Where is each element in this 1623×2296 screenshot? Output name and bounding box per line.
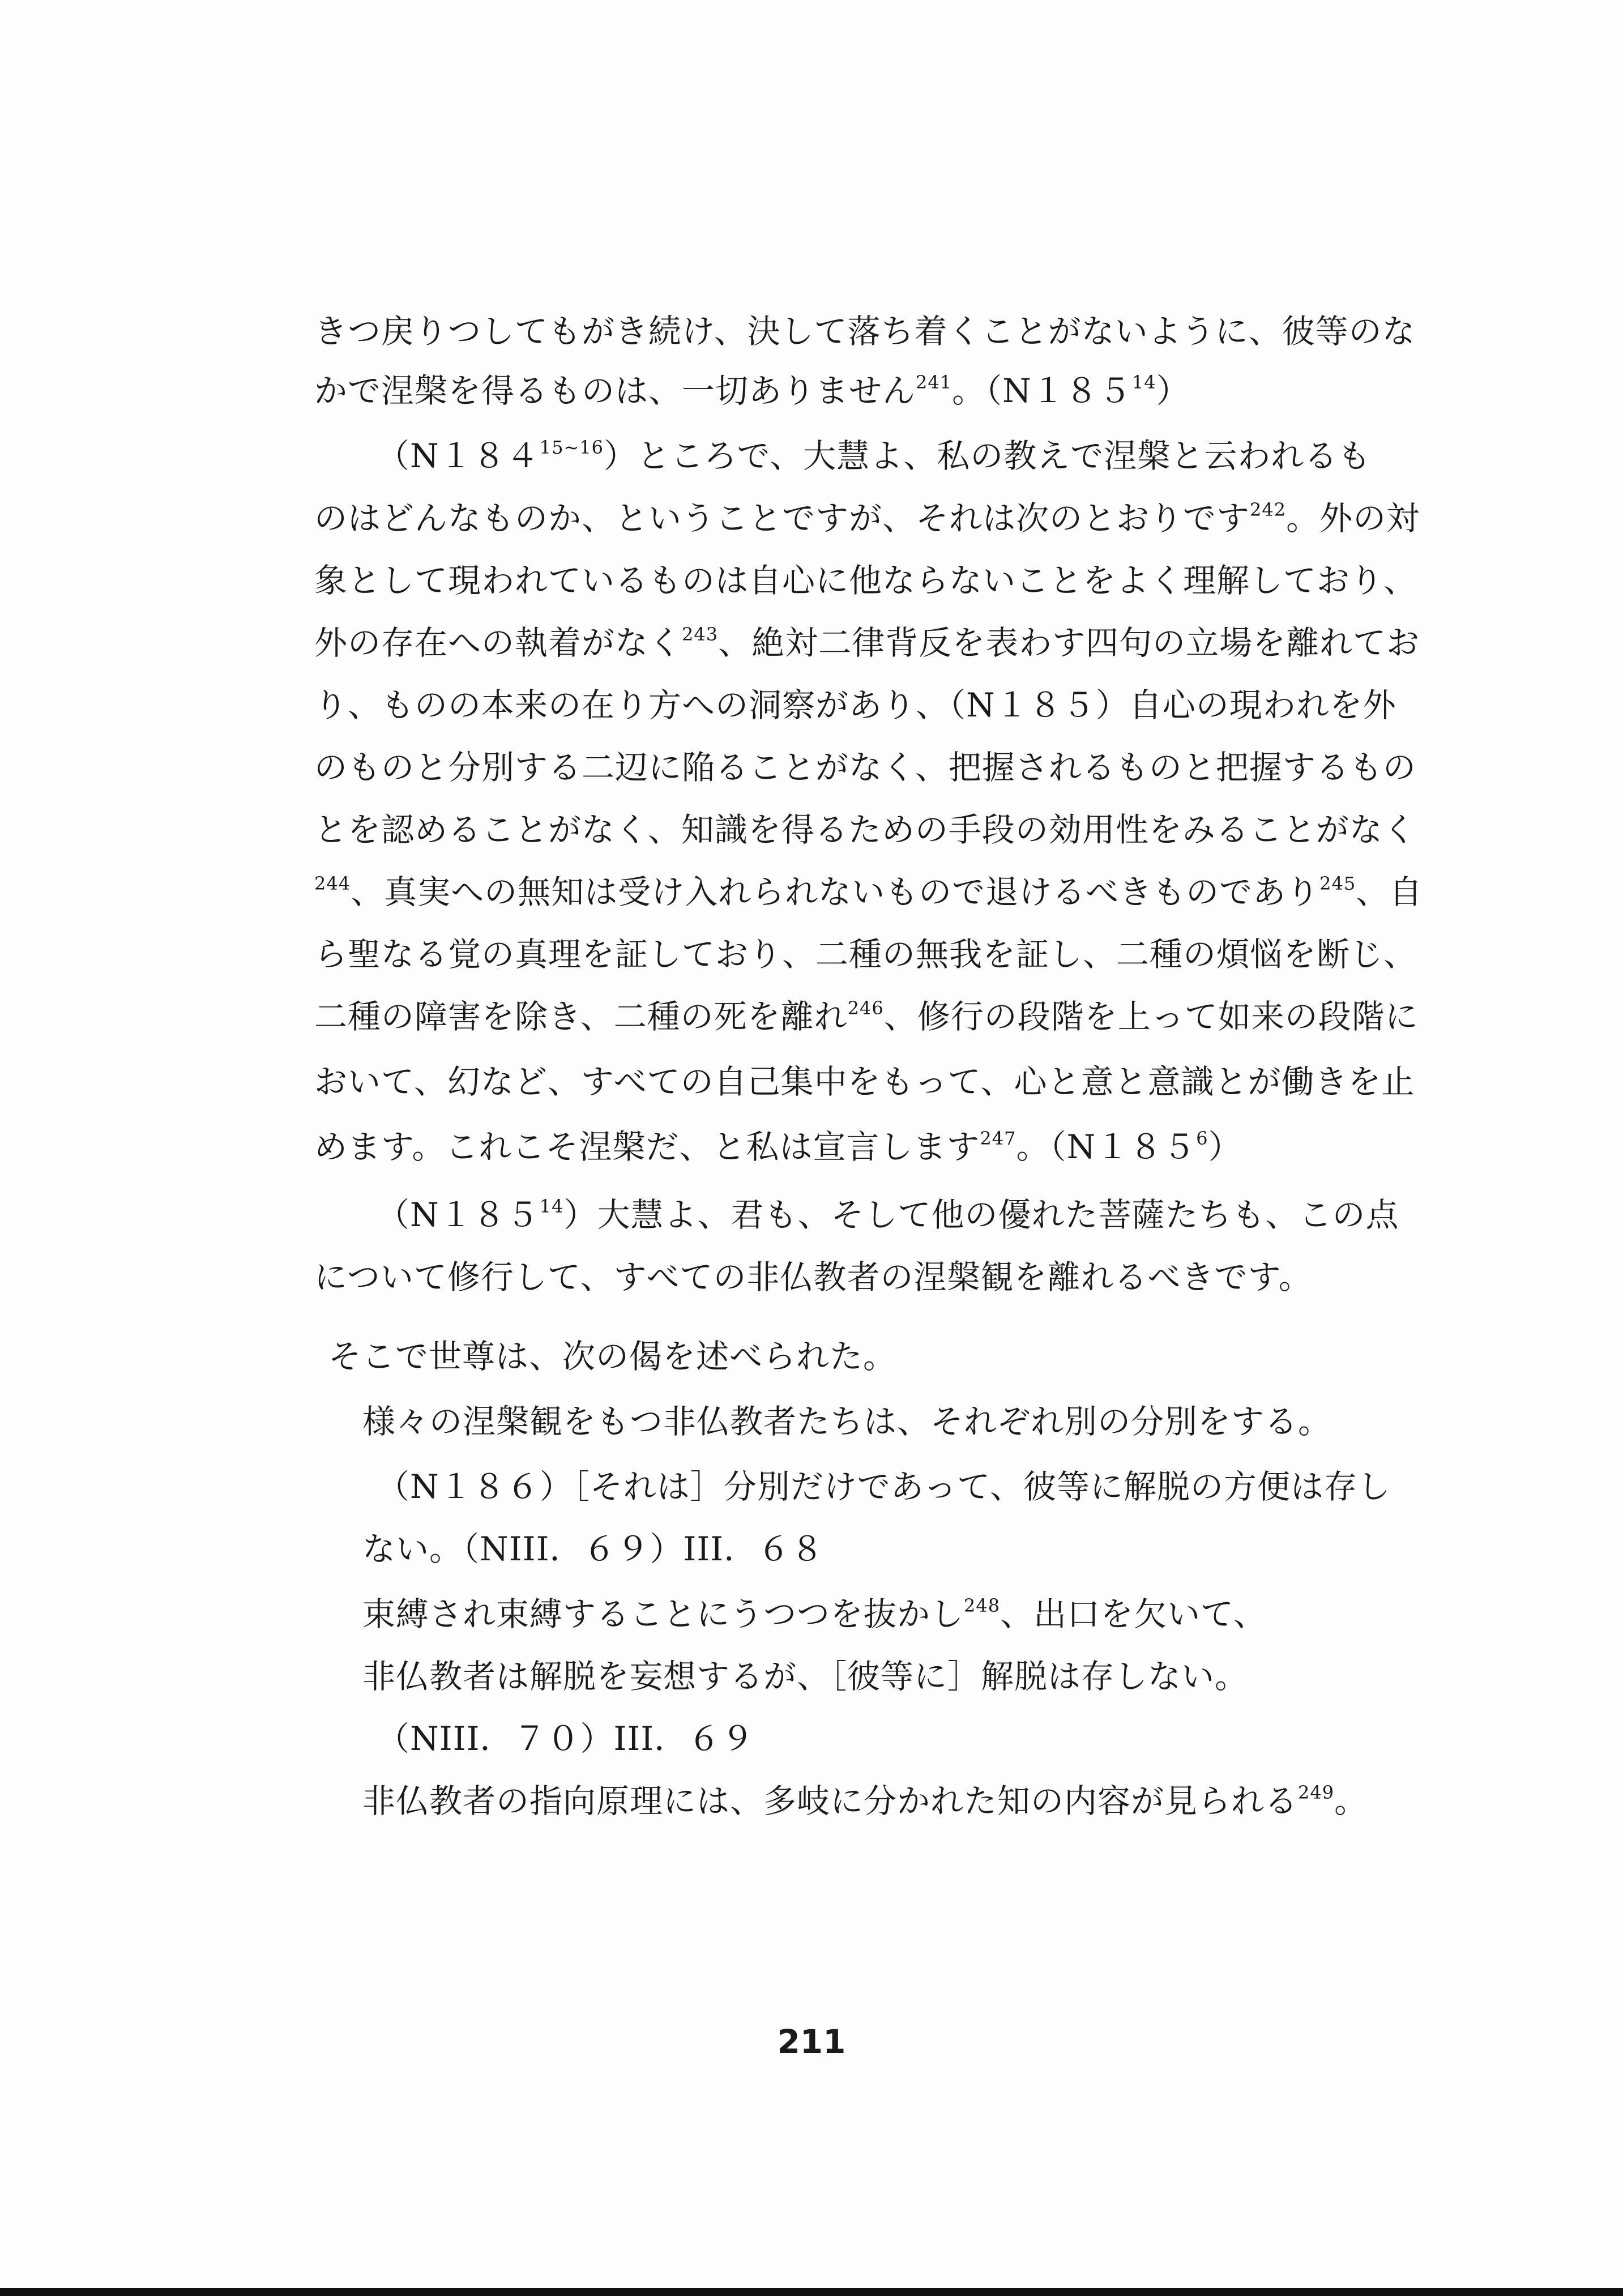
text: そこで世尊は、次の偈を述べられた。 bbox=[328, 1337, 897, 1376]
footnote-ref: 241 bbox=[916, 371, 953, 393]
text-line bbox=[314, 807, 1416, 852]
text: 。外の対 bbox=[1286, 499, 1420, 537]
text: 、修行の段階を上って如来の段階に bbox=[883, 997, 1419, 1036]
text: ら聖なる覚の真理を証しており、二種の無我を証し、二種の煩悩を断じ、 bbox=[314, 935, 1417, 974]
footnote-ref: 247 bbox=[980, 1127, 1016, 1149]
text: 。（N１８５ bbox=[1016, 1128, 1197, 1166]
text: おいて、幻など、すべての自己集中をもって、心と意と意識とが働きを止 bbox=[314, 1062, 1415, 1101]
footnote-ref: 245 bbox=[1319, 872, 1356, 894]
text-line bbox=[314, 932, 1417, 977]
verse-line bbox=[362, 1526, 1370, 1572]
text: 束縛され束縛することにうつつを抜かし bbox=[362, 1595, 964, 1633]
text-line bbox=[314, 994, 1419, 1039]
text-line bbox=[314, 1124, 1373, 1170]
text: ）ところで、大慧よ、私の教えで涅槃と云われるも bbox=[604, 437, 1372, 475]
text: 、自 bbox=[1356, 873, 1423, 911]
text-line bbox=[314, 620, 1420, 665]
text-line bbox=[314, 368, 1373, 413]
text: 外の存在への執着がなく bbox=[314, 624, 682, 662]
footnote-ref: 246 bbox=[847, 997, 884, 1019]
text-line bbox=[314, 745, 1416, 790]
scan-edge-rule bbox=[0, 2288, 1623, 2296]
text-line bbox=[377, 1192, 1399, 1237]
text: 、真実への無知は受け入れられないもので退けるべきものであり bbox=[351, 873, 1320, 911]
text-line bbox=[314, 1254, 1373, 1300]
text: （N１８４ bbox=[377, 437, 540, 475]
text: 。（N１８５ bbox=[952, 372, 1132, 410]
text: ） bbox=[1208, 1128, 1242, 1166]
line-ref: 14 bbox=[539, 1195, 564, 1217]
text: ない。（NIII．６９）III．６８ bbox=[362, 1530, 825, 1568]
line-ref: 15~16 bbox=[539, 436, 604, 458]
text-line bbox=[314, 869, 1423, 915]
text-line bbox=[314, 309, 1416, 354]
text: 。 bbox=[1334, 1782, 1368, 1820]
verse-line bbox=[362, 1399, 1370, 1444]
text: のものと分別する二辺に陥ることがなく、把握されるものと把握するもの bbox=[314, 748, 1416, 787]
text: （N１８６）［それは］分別だけであって、彼等に解脱の方便は存し bbox=[377, 1467, 1391, 1506]
text: とを認めることがなく、知識を得るための手段の効用性をみることがなく bbox=[314, 810, 1416, 849]
text-line bbox=[377, 433, 1373, 479]
text: めます。これこそ涅槃だ、と私は宣言します bbox=[314, 1128, 980, 1166]
text: （NIII．７０）III．６９ bbox=[377, 1719, 755, 1758]
text-line bbox=[314, 558, 1417, 603]
text: （N１８５ bbox=[377, 1196, 540, 1234]
text: 、出口を欠いて、 bbox=[1000, 1595, 1267, 1633]
text: きつ戻りつしてもがき続け、決して落ち着くことがないように、彼等のな bbox=[314, 312, 1416, 351]
footnote-ref: 243 bbox=[682, 623, 719, 645]
footnote-ref: 249 bbox=[1298, 1781, 1335, 1803]
footnote-ref: 248 bbox=[964, 1594, 1001, 1616]
verse-line bbox=[362, 1778, 1370, 1824]
verse-line bbox=[362, 1654, 1370, 1699]
text: 象として現われているものは自心に他ならないことをよく理解しており、 bbox=[314, 561, 1417, 600]
text: 様々の涅槃観をもつ非仏教者たちは、それぞれ別の分別をする。 bbox=[362, 1402, 1332, 1441]
text-line bbox=[314, 682, 1396, 728]
text: のはどんなものか、ということですが、それは次のとおりです bbox=[314, 499, 1250, 537]
text-line bbox=[314, 1059, 1415, 1104]
text: ）大慧よ、君も、そして他の優れた菩薩たちも、この点 bbox=[563, 1196, 1399, 1234]
text: 非仏教者の指向原理には、多岐に分かれた知の内容が見られる bbox=[362, 1782, 1299, 1820]
verse-intro bbox=[328, 1334, 1387, 1379]
text: かで涅槃を得るものは、一切ありません bbox=[314, 372, 916, 410]
verse-line bbox=[377, 1716, 1373, 1761]
text: 二種の障害を除き、二種の死を離れ bbox=[314, 997, 848, 1036]
text: 、絶対二律背反を表わす四句の立場を離れてお bbox=[718, 624, 1420, 662]
footnote-ref: 244 bbox=[314, 872, 351, 894]
line-ref: 6 bbox=[1196, 1127, 1208, 1149]
text: ） bbox=[1156, 372, 1190, 410]
line-ref: 14 bbox=[1131, 371, 1156, 393]
footnote-ref: 242 bbox=[1250, 498, 1287, 520]
text-line bbox=[314, 496, 1420, 541]
verse-line bbox=[362, 1591, 1370, 1637]
text: について修行して、すべての非仏教者の涅槃観を離れるべきです。 bbox=[314, 1258, 1312, 1296]
page-number: 211 bbox=[777, 2022, 846, 2061]
text: り、ものの本来の在り方への洞察があり、（N１８５）自心の現われを外 bbox=[314, 686, 1396, 724]
verse-line bbox=[377, 1464, 1391, 1509]
text: 非仏教者は解脱を妄想するが、［彼等に］解脱は存しない。 bbox=[362, 1657, 1249, 1696]
